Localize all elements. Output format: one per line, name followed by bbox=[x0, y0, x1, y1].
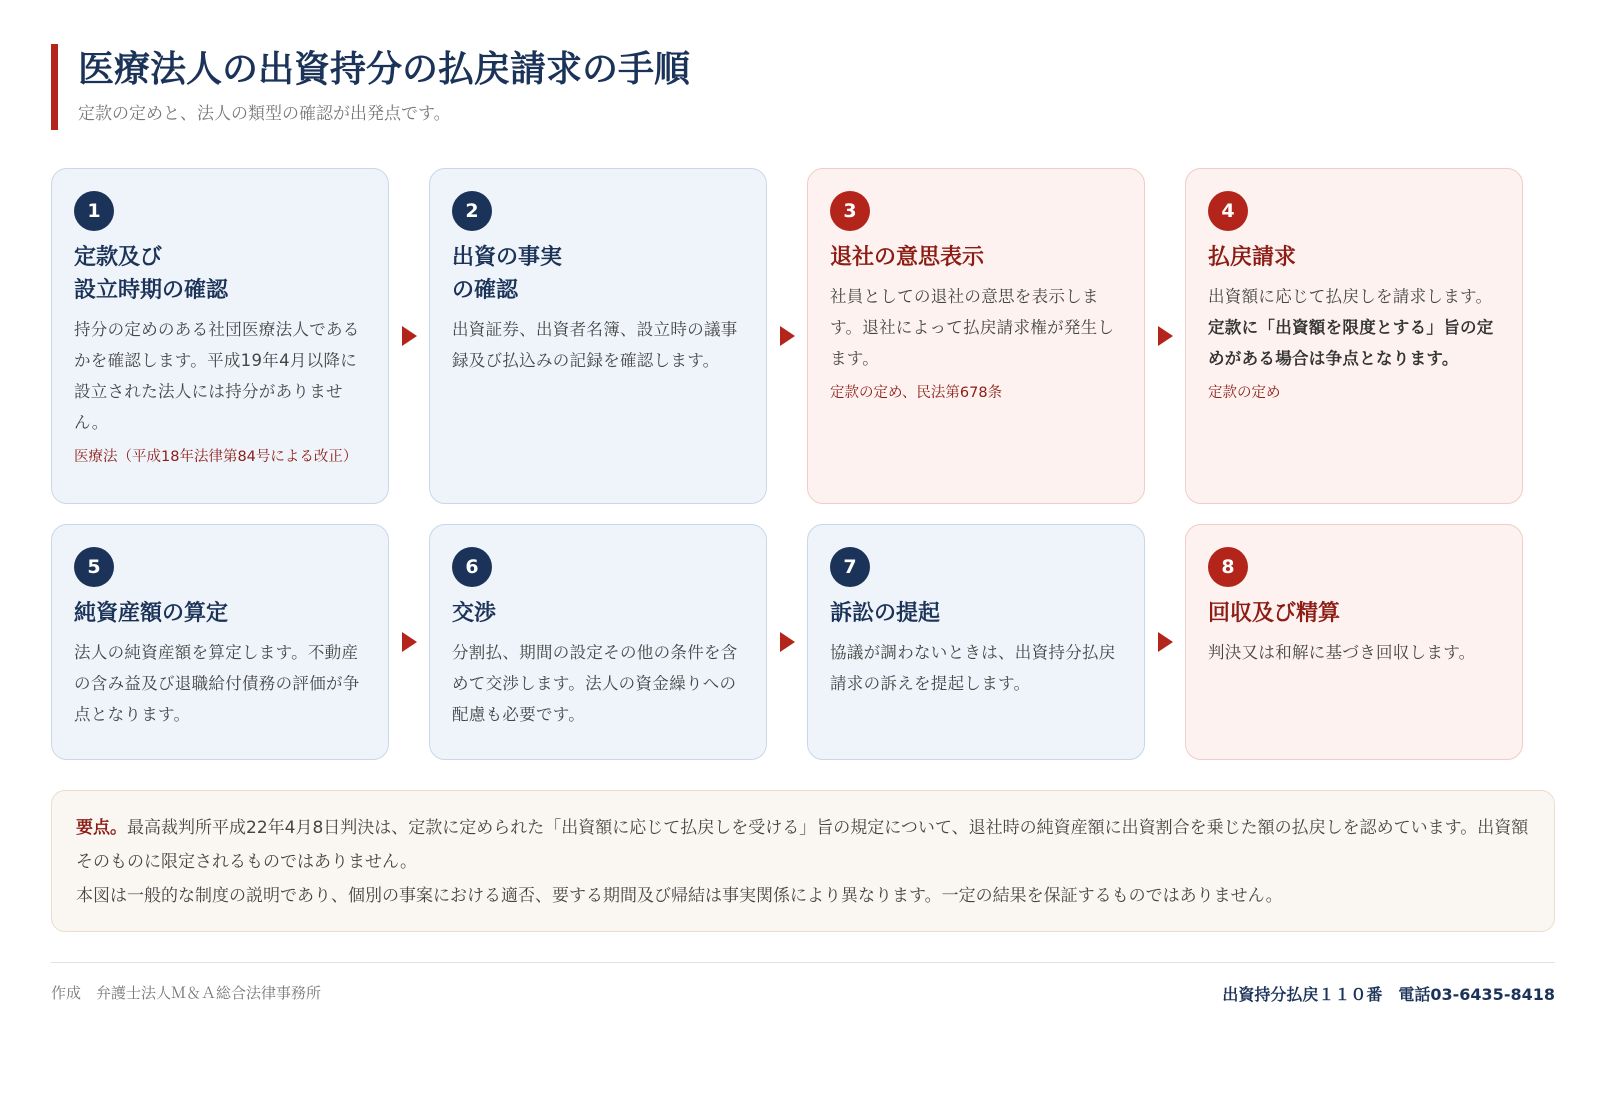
arrow-right-icon bbox=[389, 524, 429, 760]
step-title: 払戻請求 bbox=[1208, 245, 1297, 270]
step-body: 法人の純資産額を算定します。不動産の含み益及び退職給付債務の評価が争点となります。 bbox=[74, 643, 360, 724]
step-card-2 bbox=[429, 168, 767, 504]
footer-author: 作成 弁護士法人Ｍ＆Ａ総合法律事務所 bbox=[51, 984, 322, 1002]
page-subtitle: 定款の定めと、法人の類型の確認が出発点です。 bbox=[78, 104, 451, 124]
step-card-6 bbox=[429, 524, 767, 760]
step-card-4 bbox=[1185, 168, 1523, 504]
step-title: 退社の意思表示 bbox=[830, 245, 985, 270]
note-line-1 bbox=[76, 811, 1530, 879]
step-body: 分割払、期間の設定その他の条件を含めて交渉します。法人の資金繰りへの配慮も必要です。 bbox=[452, 643, 738, 724]
footer-divider bbox=[51, 962, 1555, 963]
arrow-right-icon bbox=[767, 524, 807, 760]
step-reference: 定款の定め bbox=[1208, 385, 1281, 401]
footer-contact: 出資持分払戻１１０番 電話03-6435-8418 bbox=[1222, 985, 1555, 1004]
step-number: 2 bbox=[452, 191, 492, 231]
step-card-1 bbox=[51, 168, 389, 504]
step-title: 回収及び精算 bbox=[1208, 601, 1341, 626]
step-title: 訴訟の提起 bbox=[830, 601, 941, 626]
steps-row-2 bbox=[51, 524, 1555, 760]
arrow-right-icon bbox=[767, 168, 807, 504]
step-card-5 bbox=[51, 524, 389, 760]
step-title: 定款及び 設立時期の確認 bbox=[74, 245, 229, 303]
arrow-right-icon bbox=[389, 168, 429, 504]
steps-grid bbox=[51, 168, 1555, 760]
step-body-emphasis: 定款に「出資額を限度とする」旨の定めがある場合は争点となります。 bbox=[1208, 318, 1494, 368]
step-body: 持分の定めのある社団医療法人であるかを確認します。平成19年4月以降に設立された法人には持分がありません。 bbox=[74, 320, 360, 432]
step-title: 出資の事実 の確認 bbox=[452, 245, 563, 303]
note-text-2: 本図は一般的な制度の説明であり、個別の事案における適否、要する期間及び帰結は事実関係により異なります。一定の結果を保証するものではありません。 bbox=[76, 886, 1283, 906]
arrow-right-icon bbox=[1145, 168, 1185, 504]
step-title: 交渉 bbox=[452, 601, 497, 626]
key-point-note bbox=[51, 790, 1555, 932]
step-body: 協議が調わないときは、出資持分払戻請求の訴えを提起します。 bbox=[830, 643, 1116, 693]
step-card-7 bbox=[807, 524, 1145, 760]
step-number: 4 bbox=[1208, 191, 1248, 231]
step-number: 8 bbox=[1208, 547, 1248, 587]
step-reference: 医療法（平成18年法律第84号による改正） bbox=[74, 449, 358, 465]
step-body: 社員としての退社の意思を表示します。退社によって払戻請求権が発生します。 bbox=[830, 287, 1115, 368]
step-number: 6 bbox=[452, 547, 492, 587]
step-title: 純資産額の算定 bbox=[74, 601, 229, 626]
step-body-text: 出資額に応じて払戻しを請求します。 bbox=[1208, 287, 1493, 306]
step-card-3 bbox=[807, 168, 1145, 504]
arrow-right-icon bbox=[1145, 524, 1185, 760]
note-key-label: 要点。 bbox=[76, 818, 127, 838]
step-body bbox=[1208, 281, 1500, 374]
step-number: 3 bbox=[830, 191, 870, 231]
note-text-1: 最高裁判所平成22年4月8日判決は、定款に定められた「出資額に応じて払戻しを受ける」旨の規定について、退社時の純資産額に出資割合を乗じた額の払戻しを認めています。出資額そのものに限定されるものではありません。 bbox=[76, 818, 1529, 872]
step-reference: 定款の定め、民法第678条 bbox=[830, 385, 1003, 401]
step-body: 出資証券、出資者名簿、設立時の議事録及び払込みの記録を確認します。 bbox=[452, 320, 738, 370]
page-title: 医療法人の出資持分の払戻請求の手順 bbox=[78, 49, 691, 90]
step-number: 1 bbox=[74, 191, 114, 231]
step-number: 7 bbox=[830, 547, 870, 587]
step-body: 判決又は和解に基づき回収します。 bbox=[1208, 643, 1476, 662]
step-number: 5 bbox=[74, 547, 114, 587]
step-card-8 bbox=[1185, 524, 1523, 760]
steps-row-1 bbox=[51, 168, 1555, 504]
page-header bbox=[51, 44, 690, 130]
